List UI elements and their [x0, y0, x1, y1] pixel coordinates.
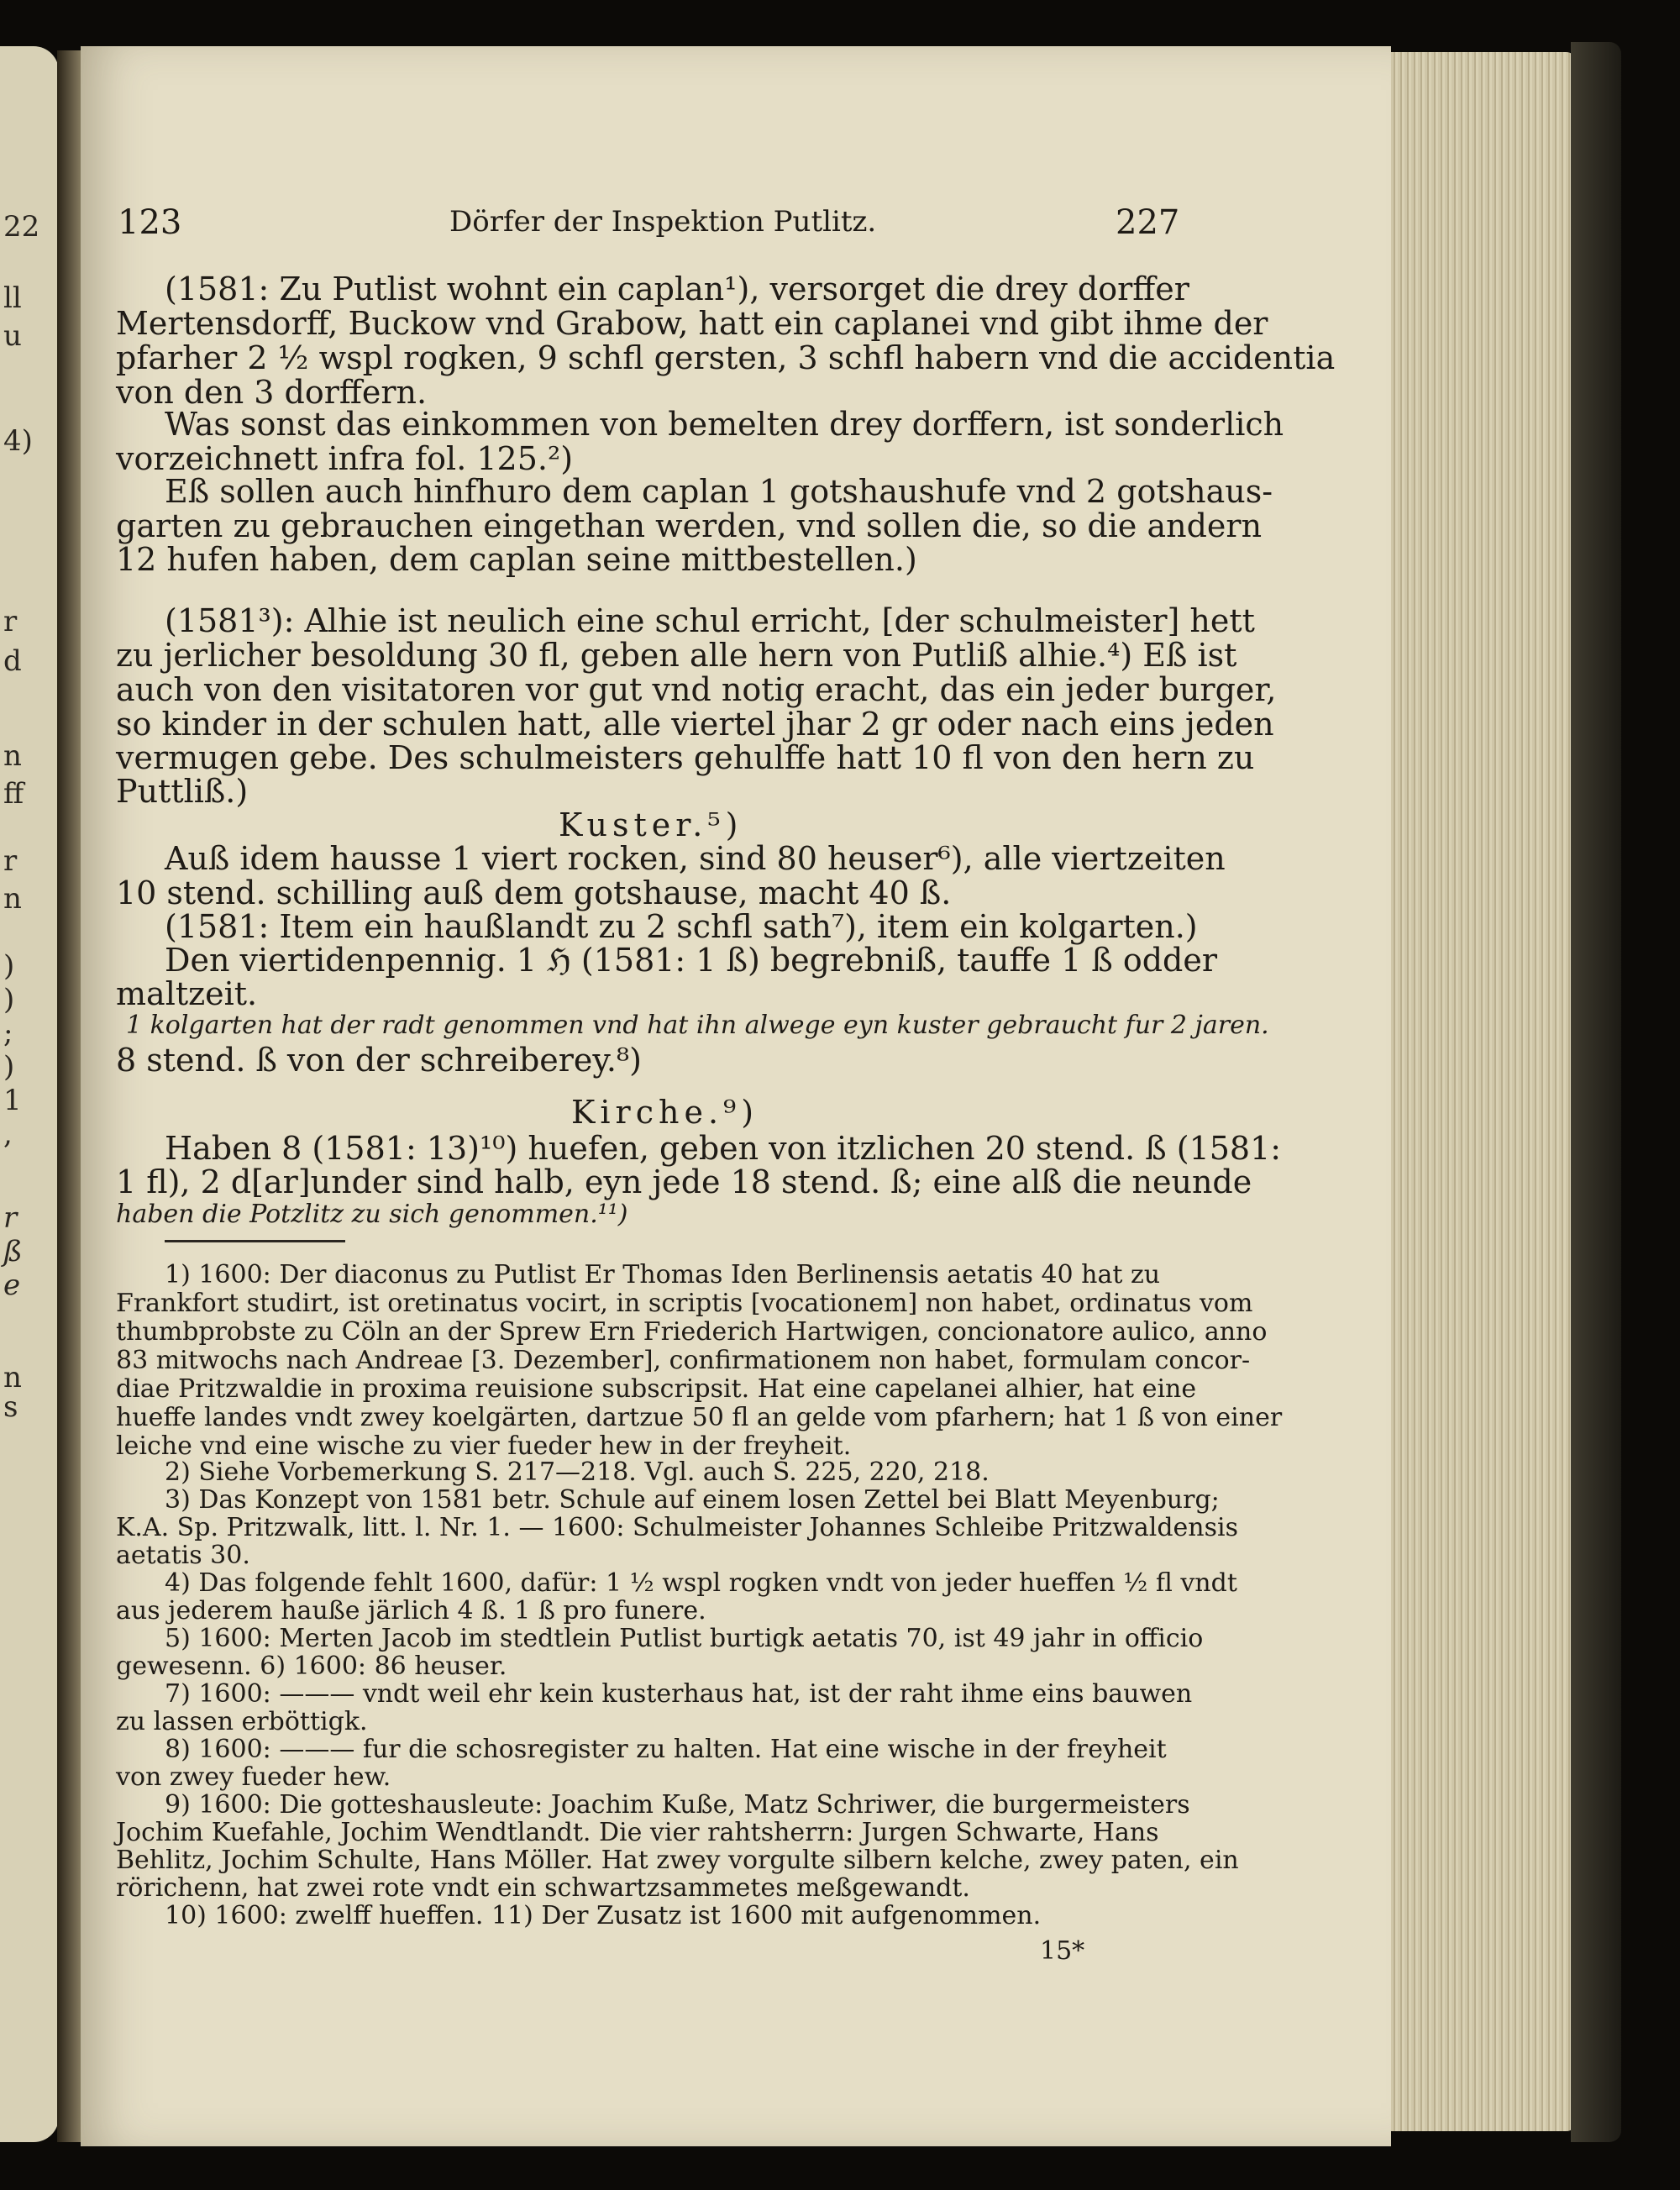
footnote-line: hueffe landes vndt zwey koelgärten, dartzue 50 fl an gelde vom pfarhern; hat 1 ß von einer	[116, 1403, 1283, 1432]
footnote-rule	[165, 1240, 345, 1242]
footnote-line: gewesenn. 6) 1600: 86 heuser.	[116, 1652, 507, 1681]
text-line: 10 stend. schilling auß dem gotshause, macht 40 ß.	[116, 874, 952, 911]
page-block-edge	[1378, 52, 1575, 2131]
margin-fragment: )	[3, 1050, 15, 1084]
text-line: 1 fl), 2 d[ar]under sind halb, eyn jede 18 stend. ß; eine alß die neunde	[116, 1163, 1252, 1200]
margin-fragment: r	[3, 605, 18, 638]
footnote-line: Frankfort studirt, ist oretinatus vocirt, in scriptis [vocationem] non habet, ordinatus vom	[116, 1289, 1253, 1318]
text-line: garten zu gebrauchen eingethan werden, vnd sollen die, so die andern	[116, 507, 1263, 544]
facing-page-edge	[0, 46, 59, 2142]
margin-fragment: ß	[3, 1235, 23, 1268]
running-head: Dörfer der Inspektion Putlitz.	[449, 205, 877, 239]
text-line: auch von den visitatoren vor gut vnd notig eracht, das ein jeder burger,	[116, 671, 1277, 708]
margin-fragment: ;	[3, 1016, 13, 1050]
margin-fragment: ff	[3, 777, 24, 811]
margin-fragment: n	[3, 1361, 22, 1394]
footnote-line: Jochim Kuefahle, Jochim Wendtlandt. Die vier rahtsherrn: Jurgen Schwarte, Hans	[116, 1818, 1159, 1847]
footnote-line: 9) 1600: Die gotteshausleute: Joachim Kuße, Matz Schriwer, die burgermeisters	[165, 1790, 1190, 1820]
text-line: pfarher 2 ½ wspl rogken, 9 schfl gersten, 3 schfl habern vnd die accidentia	[116, 339, 1336, 376]
margin-fragment: n	[3, 739, 22, 773]
footnote-line: 3) Das Konzept von 1581 betr. Schule auf einem losen Zettel bei Blatt Meyenburg;	[165, 1485, 1220, 1515]
footnote-line: 7) 1600: ——— vndt weil ehr kein kusterhaus hat, ist der raht ihme eins bauwen	[165, 1679, 1193, 1709]
text-line: (1581: Item ein haußlandt zu 2 schfl sath⁷), item ein kolgarten.)	[165, 908, 1198, 945]
text-line: Was sonst das einkommen von bemelten drey dorffern, ist sonderlich	[165, 406, 1284, 443]
text-line: (1581: Zu Putlist wohnt ein caplan¹), versorget die drey dorffer	[165, 270, 1189, 307]
margin-fragment: )	[3, 949, 15, 983]
text-line: Haben 8 (1581: 13)¹⁰) huefen, geben von itzlichen 20 stend. ß (1581:	[165, 1130, 1282, 1167]
text-line: zu jerlicher besoldung 30 fl, geben alle hern von Putliß alhie.⁴) Eß ist	[116, 637, 1237, 674]
signature-mark: 15*	[1040, 1936, 1085, 1966]
footnote-line: Behlitz, Jochim Schulte, Hans Möller. Hat zwey vorgulte silbern kelche, zwey paten, ein	[116, 1846, 1239, 1875]
footnote-line: diae Pritzwaldie in proxima reuisione subscripsit. Hat eine capelanei alhier, hat eine	[116, 1374, 1197, 1404]
section-heading: Kirche.⁹)	[571, 1094, 759, 1131]
footnote-line: 1) 1600: Der diaconus zu Putlist Er Thomas Iden Berlinensis aetatis 40 hat zu	[165, 1260, 1161, 1289]
text-line: Auß idem hausse 1 viert rocken, sind 80 heuser⁶), alle viertzeiten	[165, 840, 1226, 877]
margin-fragment: s	[3, 1390, 18, 1424]
margin-fragment: e	[3, 1268, 21, 1302]
margin-fragment: u	[3, 319, 22, 353]
text-line: Puttliß.)	[116, 773, 249, 810]
footnote-line: rörichenn, hat zwei rote vndt ein schwartzsammetes meßgewandt.	[116, 1873, 970, 1903]
footnote-line: 4) Das folgende fehlt 1600, dafür: 1 ½ wspl rogken vndt von jeder hueffen ½ fl vndt	[165, 1568, 1237, 1598]
text-line: 12 hufen haben, dem caplan seine mittbestellen.)	[116, 541, 917, 578]
footnote-line: thumbprobste zu Cöln an der Sprew Ern Friederich Hartwigen, concionatore aulico, anno	[116, 1317, 1268, 1347]
margin-fragment: 22	[3, 210, 40, 244]
footnote-line: 83 mitwochs nach Andreae [3. Dezember], confirmationem non habet, formulam concor-	[116, 1346, 1251, 1375]
book-cover	[1571, 42, 1621, 2142]
text-line: maltzeit.	[116, 975, 258, 1012]
text-line-italic: haben die Potzlitz zu sich genommen.¹¹)	[116, 1200, 628, 1229]
text-line: (1581³): Alhie ist neulich eine schul erricht, [der schulmeister] hett	[165, 602, 1255, 639]
text-line: Den viertidenpennig. 1 ℌ (1581: 1 ß) begrebniß, tauffe 1 ß odder	[165, 942, 1217, 979]
page-number-right: 227	[1116, 203, 1180, 242]
margin-fragment: d	[3, 644, 22, 678]
margin-fragment: r	[3, 1201, 18, 1235]
footnote-line: 8) 1600: ——— fur die schosregister zu halten. Hat eine wische in der freyheit	[165, 1735, 1167, 1764]
text-line-italic: 1 kolgarten hat der radt genommen vnd hat ihn alwege eyn kuster gebraucht fur 2 jaren.	[126, 1011, 1269, 1040]
margin-fragment: 4)	[3, 424, 33, 458]
footnote-line: aetatis 30.	[116, 1541, 250, 1570]
book-gutter	[57, 50, 82, 2142]
footnote-line: von zwey fueder hew.	[116, 1762, 391, 1792]
margin-fragment: )	[3, 983, 15, 1016]
margin-fragment: ll	[3, 281, 22, 315]
margin-fragment: r	[3, 844, 18, 878]
footnote-line: zu lassen erböttigk.	[116, 1707, 368, 1736]
footnote-line: leiche vnd eine wische zu vier fueder hew in der freyheit.	[116, 1431, 852, 1461]
margin-fragment: ,	[3, 1117, 13, 1151]
footnote-line: aus jederem hauße järlich 4 ß. 1 ß pro funere.	[116, 1596, 706, 1625]
page-number-left: 123	[118, 203, 182, 242]
footnote-line: 10) 1600: zwelff hueffen. 11) Der Zusatz ist 1600 mit aufgenommen.	[165, 1901, 1042, 1930]
text-line: 8 stend. ß von der schreiberey.⁸)	[116, 1042, 642, 1079]
margin-fragment: n	[3, 882, 22, 916]
text-line: so kinder in der schulen hatt, alle viertel jhar 2 gr oder nach eins jeden	[116, 706, 1274, 743]
text-line: von den 3 dorffern.	[116, 374, 428, 411]
text-line: vorzeichnett infra fol. 125.²)	[116, 440, 574, 477]
footnote-line: 5) 1600: Merten Jacob im stedtlein Putlist burtigk aetatis 70, ist 49 jahr in officio	[165, 1624, 1204, 1653]
text-line: Mertensdorff, Buckow vnd Grabow, hatt ein caplanei vnd gibt ihme der	[116, 305, 1268, 342]
section-heading: Kuster.⁵)	[559, 806, 743, 843]
footnote-line: 2) Siehe Vorbemerkung S. 217—218. Vgl. auch S. 225, 220, 218.	[165, 1457, 990, 1487]
text-line: vermugen gebe. Des schulmeisters gehulffe hatt 10 fl von den hern zu	[116, 739, 1255, 776]
text-line: Eß sollen auch hinfhuro dem caplan 1 gotshaushufe vnd 2 gotshaus-	[165, 473, 1273, 510]
footnote-line: K.A. Sp. Pritzwalk, litt. l. Nr. 1. — 1600: Schulmeister Johannes Schleibe Pritzwaldensis	[116, 1513, 1239, 1542]
margin-fragment: 1	[3, 1084, 22, 1117]
